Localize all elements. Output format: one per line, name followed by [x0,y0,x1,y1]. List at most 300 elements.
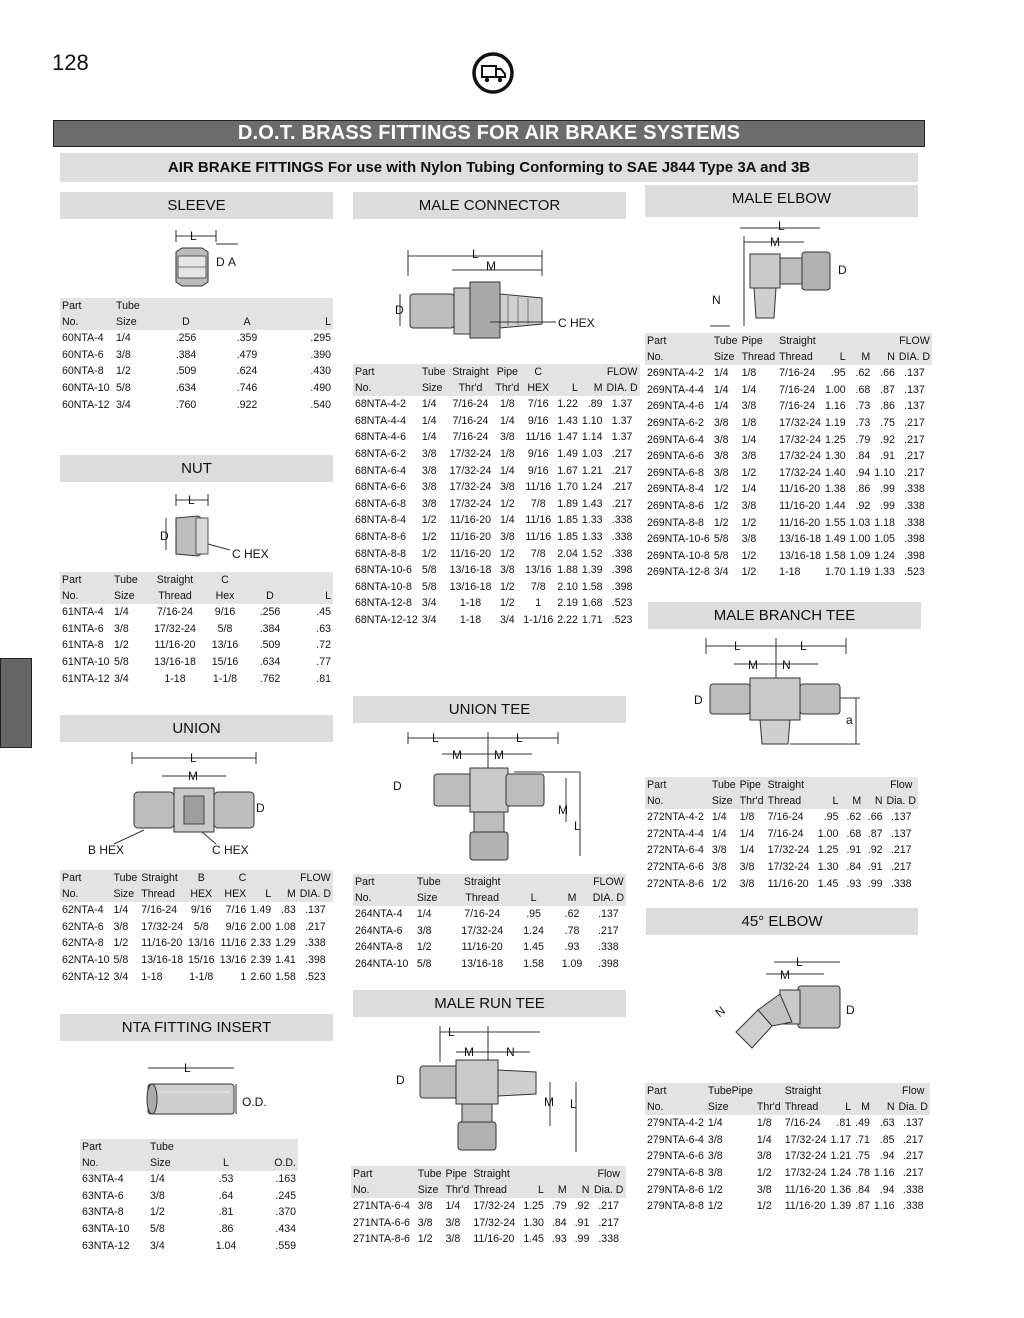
table-row [60,952,333,969]
table-row [645,809,918,826]
table-cell: 13/16 [211,639,239,652]
column-header: Straight [783,1083,829,1099]
table-cell: 1.71 [581,614,603,627]
table-header-row [60,298,333,314]
table-cell: .83 [281,904,296,917]
svg-text:L: L [516,731,523,745]
table-cell: .384 [259,622,281,635]
column-header: Tube [711,779,736,791]
table-cell: .78 [564,924,580,937]
table-cell: 1.33 [581,514,603,527]
table-row [60,621,333,638]
table-cell: 1/4 [739,844,755,857]
table-cell: 1.41 [275,954,296,967]
table-cell: 1.70 [824,566,846,579]
table-row [353,446,640,463]
column-header [829,1083,854,1099]
table-cell: .63 [879,1117,895,1130]
column-header: N [569,1182,592,1198]
table-row [645,875,918,892]
table-cell: 1/4 [416,908,432,921]
column-header: Part [353,874,415,890]
table-cell: 2.39 [250,954,272,967]
table-cell: .85 [879,1133,895,1146]
table-row [60,363,333,380]
table-cell: 5/8 [113,954,129,967]
table-cell: 62NTA-6 [62,920,104,933]
table-cell: 15/16 [187,954,215,967]
table-cell: 5/8 [713,549,729,562]
table-cell: 1/2 [421,514,437,527]
column-header: Size [420,380,448,396]
table-cell: .559 [275,1239,296,1252]
table-cell: .137 [598,908,619,921]
table-cell: 1.39 [830,1200,852,1213]
table-cell: 1-18 [779,566,801,579]
table-cell: 1.58 [275,970,296,983]
table-cell: .95 [823,811,839,824]
table-cell: 1/8 [756,1117,772,1130]
table-cell: .68 [855,383,871,396]
table-cell: 68NTA-8-4 [355,514,407,527]
table-cell: 3/8 [713,433,729,446]
table-cell: 63NTA-6 [82,1189,124,1202]
column-header [848,333,873,349]
table-header-row [351,1182,626,1198]
table-cell: .94 [879,1150,895,1163]
table-cell: .91 [574,1216,590,1229]
table-cell: 3/8 [445,1233,461,1246]
table-cell: 3/8 [741,533,757,546]
column-header: Tube [114,298,156,314]
truck-circle-icon [472,52,514,94]
table-cell: .93 [564,941,580,954]
column-header: HEX [217,886,248,902]
table-cell: 269NTA-6-2 [647,417,704,430]
table-cell: .338 [904,516,925,529]
column-header [872,333,897,349]
table-cell: 1/2 [756,1167,772,1180]
table-cell: 17/32-24 [473,1200,516,1213]
table-cell: 1/4 [713,367,729,380]
table-cell: .81 [836,1117,852,1130]
svg-text:D: D [838,263,847,277]
table-cell: 9/16 [225,920,247,933]
table-cell: 1 [535,597,542,610]
table-cell: .86 [880,400,895,413]
table-cell: .53 [218,1173,234,1186]
column-header: FLOW [298,870,333,886]
column-header: No. [60,314,114,330]
column-header: Part [60,298,114,314]
table-cell: .137 [904,383,925,396]
table-row [353,496,640,513]
table-cell: .95 [830,367,846,380]
table-cell: 3/8 [114,622,129,635]
table-cell: 11/16-20 [767,877,809,890]
table-header-row [645,1083,930,1099]
column-header [553,874,591,890]
table-cell: 1/2 [707,1183,723,1196]
svg-text:M: M [748,658,758,672]
table-cell: 1.09 [561,958,583,971]
table-cell: 60NTA-12 [62,398,110,411]
page-number: 128 [52,50,89,75]
table-cell: 5/8 [150,1223,165,1236]
union-tee-diagram [390,728,610,868]
column-header: No. [351,1182,416,1198]
table-cell: 1.24 [830,1167,852,1180]
table-cell: 269NTA-6-4 [647,433,704,446]
table-cell: .217 [598,924,619,937]
table-cell: 1/4 [421,431,437,444]
table-cell: 272NTA-8-6 [647,877,704,890]
table-cell: 3/8 [741,400,757,413]
table-cell: 15/16 [211,656,239,669]
table-cell: .523 [611,614,633,627]
svg-text:L: L [190,751,197,765]
table-cell: 269NTA-4-2 [647,367,704,380]
svg-text:L: L [190,229,197,243]
table-cell: .256 [259,606,281,619]
table-cell: 1.67 [557,464,578,477]
table-cell: 68NTA-12-8 [355,597,412,610]
table-cell: 271NTA-8-6 [353,1233,410,1246]
table-cell: 279NTA-6-6 [647,1150,704,1163]
page-subtitle: AIR BRAKE FITTINGS For use with Nylon Tubing Conforming to SAE J844 Type 3A and 3B [60,153,918,182]
svg-text:D: D [160,529,169,543]
column-header: DIA. D [298,886,333,902]
table-row [645,415,932,432]
table-header-row [60,870,333,886]
table-cell: .93 [551,1233,567,1246]
insert-diagram [140,1058,280,1128]
table-cell: 11/16-20 [154,639,196,652]
table-header-row [645,349,932,365]
table-header-row [645,777,918,793]
table-cell: 7/16-24 [767,811,804,824]
table-cell: 7/16-24 [141,904,178,917]
column-header: M [553,890,591,906]
table-cell: 7/8 [530,580,546,593]
table-cell: 63NTA-4 [82,1173,124,1186]
table-cell: 62NTA-12 [62,970,110,983]
table-cell: .92 [867,844,883,857]
table-cell: 264NTA-6 [355,924,403,937]
male-connector-diagram [390,242,620,342]
column-header: Dia. D [591,1182,626,1198]
column-header [580,364,605,380]
table-cell: 7/16-24 [784,1117,821,1130]
column-header: DIA. D [898,351,931,363]
table-row [60,347,333,364]
table-header-row [80,1155,298,1171]
table-cell: 3/8 [499,564,515,577]
column-header: Thread [783,1099,829,1115]
table-cell: 1/2 [741,516,757,529]
table-cell: .256 [175,332,197,345]
table-cell: 17/32-24 [461,924,504,937]
column-header: Straight [148,572,202,588]
table-row [60,654,333,671]
column-header [519,1166,546,1182]
column-header [248,870,273,886]
table-cell: .49 [855,1117,870,1130]
male-run-tee-diagram [390,1022,610,1162]
table-cell: 269NTA-10-8 [647,549,710,562]
column-header: M [840,793,863,809]
svg-text:M: M [558,803,568,817]
table-row [351,1198,626,1215]
column-header: Tube [112,572,148,588]
male-branch-tee-title: MALE BRANCH TEE [648,602,921,629]
table-cell: 17/32-24 [779,433,821,446]
male-branch-tee-diagram [690,634,880,754]
table-cell: 1.37 [611,431,633,444]
table-cell: .338 [611,531,633,544]
column-header: Part [645,777,710,793]
table-cell: 272NTA-6-6 [647,861,704,874]
table-cell: 11/16 [525,514,552,527]
table-cell: 1.58 [824,549,846,562]
column-header: Thread [451,890,514,906]
table-cell: .490 [310,382,331,395]
table-cell: 62NTA-10 [62,954,110,967]
column-header: HEX [185,886,217,902]
table-cell: .94 [879,1183,895,1196]
table-cell: 11/16-20 [779,500,821,513]
column-header: Thr'd [445,1184,470,1196]
column-header: TubePipe [707,1085,753,1097]
table-row [353,396,640,413]
table-cell: .99 [880,483,895,496]
table-cell: 1.30 [817,861,839,874]
table-cell: 1.25 [523,1200,544,1213]
table-cell: 1.16 [873,1200,895,1213]
table-cell: 1/2 [421,531,437,544]
table-cell: 1/4 [421,398,437,411]
table-cell: .217 [890,844,912,857]
table-cell: .217 [305,920,326,933]
table-cell: 1.19 [849,566,871,579]
svg-text:L: L [574,819,581,833]
column-header: Thread [148,588,202,604]
table-cell: 1/4 [741,383,757,396]
column-header: Tube [113,872,138,884]
table-cell: 1.39 [581,564,603,577]
table-cell: 3/8 [707,1167,723,1180]
table-cell: 1/2 [416,941,432,954]
table-cell: 269NTA-8-8 [647,516,704,529]
table-cell: 3/8 [113,920,129,933]
table-cell: 1/8 [741,417,757,430]
table-cell: .77 [316,656,331,669]
table-cell: 17/32-24 [141,920,184,933]
table-cell: 3/8 [499,431,515,444]
table-cell: .75 [855,1150,870,1163]
table-row [353,939,626,956]
table-cell: .434 [275,1223,296,1236]
table-cell: 17/32-24 [767,844,810,857]
table-cell: 3/8 [713,466,729,479]
column-header: Size [710,793,738,809]
table-cell: 264NTA-10 [355,958,409,971]
table-row [645,398,932,415]
table-cell: 1.16 [824,400,846,413]
table-cell: 5/8 [217,622,233,635]
table-cell: 13/16-18 [461,958,504,971]
table-cell: 271NTA-6-6 [353,1216,410,1229]
table-row [353,545,640,562]
column-header: Pipe [493,364,521,380]
table-cell: .137 [890,811,912,824]
column-header: FLOW [605,364,640,380]
male-elbow-table [645,333,932,581]
table-cell: 3/4 [421,597,437,610]
table-cell: 1-18 [459,614,482,627]
table-cell: 1.37 [611,414,633,427]
table-cell: .137 [902,1117,924,1130]
table-cell: .62 [564,908,580,921]
table-cell: 3/4 [421,614,437,627]
table-cell: 17/32-24 [779,466,821,479]
table-cell: .87 [880,383,895,396]
table-cell: 1/2 [741,549,757,562]
column-header [755,1083,783,1099]
table-cell: .398 [904,549,925,562]
table-cell: 272NTA-4-4 [647,827,704,840]
table-cell: 68NTA-8-8 [355,547,407,560]
table-cell: .295 [310,332,331,345]
table-cell: 1.22 [557,398,578,411]
column-header: Part [351,1166,416,1182]
table-cell: 1/4 [445,1200,461,1213]
table-cell: 3/8 [739,877,755,890]
column-header: Pipe [740,333,778,349]
svg-text:O.D.: O.D. [242,1095,267,1109]
svg-text:M: M [188,769,198,783]
table-cell: 1-18 [141,970,163,983]
table-cell: 3/8 [713,450,729,463]
table-row [60,637,333,654]
table-cell: 68NTA-10-8 [355,580,412,593]
table-row [645,859,918,876]
table-cell: .338 [305,937,326,950]
table-cell: .91 [867,861,883,874]
table-row [353,529,640,546]
table-row [645,514,932,531]
column-header: M [273,886,298,902]
table-cell: 62NTA-8 [62,937,104,950]
table-cell: 1.33 [874,566,895,579]
table-cell: .398 [904,533,925,546]
table-cell: 1-1/16 [523,614,554,627]
table-cell: 279NTA-8-6 [647,1183,704,1196]
column-header: Straight [448,364,494,380]
table-cell: 3/4 [150,1239,165,1252]
table-cell: 68NTA-12-12 [355,614,418,627]
male-elbow-title: MALE ELBOW [645,185,918,217]
table-cell: .634 [259,656,281,669]
table-cell: .430 [310,365,331,378]
table-cell: 7/16 [225,904,247,917]
table-cell: .84 [551,1216,567,1229]
table-cell: 17/32-24 [449,497,492,510]
table-cell: .73 [855,417,871,430]
svg-text:D: D [393,779,402,793]
svg-text:C HEX: C HEX [558,316,595,330]
column-header [514,874,553,890]
table-header-row [645,333,932,349]
svg-text:C HEX: C HEX [212,843,249,857]
column-header: Dia. D [885,793,918,809]
table-cell: .86 [855,483,871,496]
table-cell: 1/2 [707,1200,723,1213]
table-cell: 1/4 [711,811,727,824]
table-cell: 1.21 [830,1150,852,1163]
column-header: Thr'd [495,382,520,394]
column-header: No. [645,349,712,365]
table-cell: 1.24 [581,481,603,494]
table-cell: 7/16-24 [779,383,816,396]
table-cell: 1.24 [523,924,544,937]
table-cell: 17/32-24 [449,464,492,477]
table-row [353,413,640,430]
svg-text:M: M [494,748,504,762]
svg-text:D: D [846,1003,855,1017]
table-cell: 13/16-18 [449,580,492,593]
table-cell: 61NTA-4 [62,606,104,619]
column-header: Size [112,886,140,902]
table-row [60,968,333,985]
table-row [645,826,918,843]
table-row [80,1204,298,1221]
table-cell: .137 [904,367,925,380]
table-header-row [645,1099,930,1115]
table-cell: .217 [611,464,633,477]
column-header: L [514,890,553,906]
table-cell: 269NTA-4-6 [647,400,704,413]
table-row [353,595,640,612]
svg-text:N: N [782,658,791,672]
table-cell: 1-1/8 [212,672,238,685]
table-cell: 68NTA-6-4 [355,464,407,477]
column-header: Thr'd [738,793,766,809]
table-cell: 1/4 [150,1173,165,1186]
table-cell: 7/16-24 [779,367,816,380]
table-row [60,902,333,919]
sleeve-diagram [160,224,260,296]
table-cell: 5/8 [193,920,209,933]
table-cell: 1.30 [523,1216,544,1229]
table-cell: .338 [904,500,925,513]
svg-text:L: L [188,493,195,507]
column-header: L [829,1099,854,1115]
table-cell: 68NTA-4-2 [355,398,407,411]
table-cell: .137 [890,827,912,840]
table-cell: 2.10 [557,580,578,593]
table-cell: 3/8 [711,861,727,874]
table-row [353,612,640,629]
table-cell: 60NTA-10 [62,382,110,395]
svg-text:L: L [472,247,479,261]
table-cell: 1/4 [741,433,757,446]
table-row [353,479,640,496]
table-cell: 3/8 [707,1133,723,1146]
table-cell: 1.03 [581,448,603,461]
column-header [156,298,216,314]
table-header-row [60,588,333,604]
